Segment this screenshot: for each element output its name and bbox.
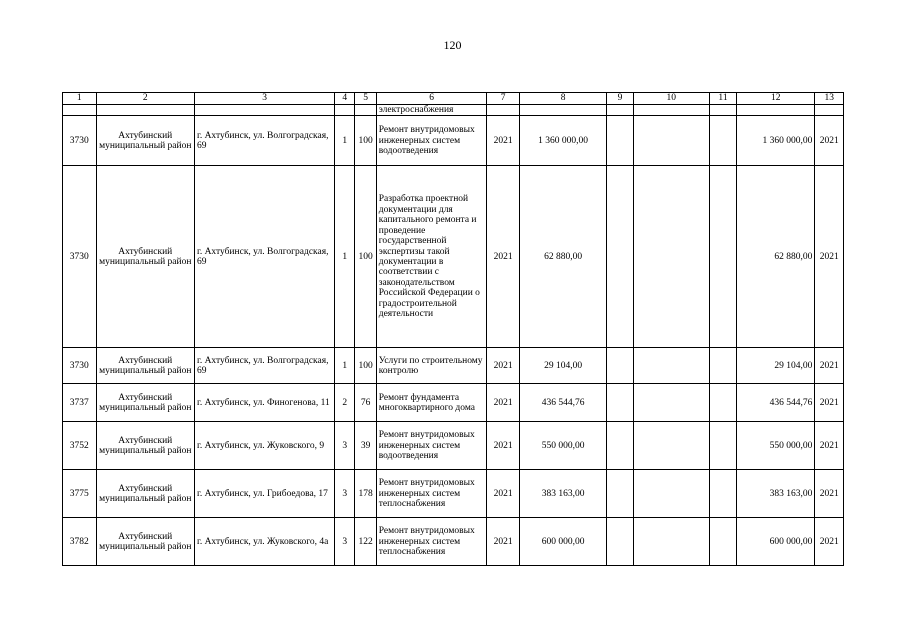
column-header: 13 bbox=[815, 93, 844, 105]
column-header: 9 bbox=[607, 93, 633, 105]
column-header: 11 bbox=[709, 93, 736, 105]
col12-cost-cell: 62 880,00 bbox=[737, 166, 815, 348]
address-cell: г. Ахтубинск, ул. Волгоградская, 69 bbox=[195, 166, 335, 348]
row-id-cell: 3730 bbox=[63, 348, 97, 384]
col12-cost-cell: 550 000,00 bbox=[737, 422, 815, 470]
col13-year-cell: 2021 bbox=[815, 470, 844, 518]
cell bbox=[709, 105, 736, 116]
column-number-row bbox=[63, 93, 844, 105]
col13-year-cell: 2021 bbox=[815, 348, 844, 384]
cell bbox=[195, 105, 335, 116]
col5-cell: 39 bbox=[355, 422, 376, 470]
work-type-cell: Разработка проектной документации для капитального ремонта и проведение государственной экспертизы такой документации в соответствии с законодательством Российской Федерации о градостроительной деятельности bbox=[376, 166, 487, 348]
col4-cell: 1 bbox=[335, 166, 355, 348]
year-cell: 2021 bbox=[487, 348, 519, 384]
col10-cell bbox=[633, 518, 709, 566]
address-cell: г. Ахтубинск, ул. Грибоедова, 17 bbox=[195, 470, 335, 518]
column-header: 12 bbox=[737, 93, 815, 105]
total-cost-cell: 436 544,76 bbox=[519, 384, 606, 422]
col11-cell bbox=[709, 518, 736, 566]
table-row bbox=[63, 470, 844, 518]
cell bbox=[519, 105, 606, 116]
col4-cell: 1 bbox=[335, 116, 355, 166]
cell bbox=[63, 105, 97, 116]
col5-cell: 100 bbox=[355, 166, 376, 348]
col5-cell: 178 bbox=[355, 470, 376, 518]
year-cell: 2021 bbox=[487, 470, 519, 518]
col5-cell: 122 bbox=[355, 518, 376, 566]
col12-cost-cell: 600 000,00 bbox=[737, 518, 815, 566]
col11-cell bbox=[709, 116, 736, 166]
col9-cell bbox=[607, 422, 633, 470]
col11-cell bbox=[709, 166, 736, 348]
address-cell: г. Ахтубинск, ул. Волгоградская, 69 bbox=[195, 116, 335, 166]
column-header: 4 bbox=[335, 93, 355, 105]
col12-cost-cell: 383 163,00 bbox=[737, 470, 815, 518]
total-cost-cell: 62 880,00 bbox=[519, 166, 606, 348]
row-id-cell: 3730 bbox=[63, 116, 97, 166]
address-cell: г. Ахтубинск, ул. Волгоградская, 69 bbox=[195, 348, 335, 384]
cell bbox=[487, 105, 519, 116]
work-type-cell: Ремонт внутридомовых инженерных систем водоотведения bbox=[376, 422, 487, 470]
col4-cell: 3 bbox=[335, 422, 355, 470]
district-cell: Ахтубинский муниципальный район bbox=[96, 166, 195, 348]
district-cell: Ахтубинский муниципальный район bbox=[96, 116, 195, 166]
col4-cell: 1 bbox=[335, 348, 355, 384]
col13-year-cell: 2021 bbox=[815, 384, 844, 422]
col13-year-cell: 2021 bbox=[815, 116, 844, 166]
address-cell: г. Ахтубинск, ул. Жуковского, 4а bbox=[195, 518, 335, 566]
col10-cell bbox=[633, 116, 709, 166]
cell bbox=[633, 105, 709, 116]
col13-year-cell: 2021 bbox=[815, 166, 844, 348]
col9-cell bbox=[607, 518, 633, 566]
col9-cell bbox=[607, 116, 633, 166]
table-row bbox=[63, 384, 844, 422]
column-header: 10 bbox=[633, 93, 709, 105]
total-cost-cell: 550 000,00 bbox=[519, 422, 606, 470]
column-header: 8 bbox=[519, 93, 606, 105]
table-row bbox=[63, 166, 844, 348]
cell bbox=[737, 105, 815, 116]
column-header: 7 bbox=[487, 93, 519, 105]
total-cost-cell: 1 360 000,00 bbox=[519, 116, 606, 166]
work-type-cell: Ремонт внутридомовых инженерных систем теплоснабжения bbox=[376, 470, 487, 518]
cell bbox=[355, 105, 376, 116]
cell bbox=[607, 105, 633, 116]
col10-cell bbox=[633, 470, 709, 518]
page-number: 120 bbox=[443, 38, 462, 52]
repair-register-table bbox=[62, 92, 844, 566]
row-id-cell: 3730 bbox=[63, 166, 97, 348]
district-cell: Ахтубинский муниципальный район bbox=[96, 422, 195, 470]
year-cell: 2021 bbox=[487, 166, 519, 348]
work-type-cell: Ремонт внутридомовых инженерных систем водоотведения bbox=[376, 116, 487, 166]
address-cell: г. Ахтубинск, ул. Финогенова, 11 bbox=[195, 384, 335, 422]
total-cost-cell: 600 000,00 bbox=[519, 518, 606, 566]
row-id-cell: 3782 bbox=[63, 518, 97, 566]
col9-cell bbox=[607, 384, 633, 422]
col9-cell bbox=[607, 470, 633, 518]
col4-cell: 3 bbox=[335, 518, 355, 566]
district-cell: Ахтубинский муниципальный район bbox=[96, 518, 195, 566]
work-type-cell: Ремонт внутридомовых инженерных систем теплоснабжения bbox=[376, 518, 487, 566]
work-type-cell: Ремонт фундамента многоквартирного дома bbox=[376, 384, 487, 422]
col11-cell bbox=[709, 384, 736, 422]
address-cell: г. Ахтубинск, ул. Жуковского, 9 bbox=[195, 422, 335, 470]
col12-cost-cell: 29 104,00 bbox=[737, 348, 815, 384]
col12-cost-cell: 436 544,76 bbox=[737, 384, 815, 422]
col4-cell: 3 bbox=[335, 470, 355, 518]
col13-year-cell: 2021 bbox=[815, 422, 844, 470]
col12-cost-cell: 1 360 000,00 bbox=[737, 116, 815, 166]
table-row bbox=[63, 518, 844, 566]
year-cell: 2021 bbox=[487, 518, 519, 566]
column-header: 2 bbox=[96, 93, 195, 105]
district-cell: Ахтубинский муниципальный район bbox=[96, 348, 195, 384]
col11-cell bbox=[709, 348, 736, 384]
row-id-cell: 3775 bbox=[63, 470, 97, 518]
cell bbox=[815, 105, 844, 116]
column-header: 3 bbox=[195, 93, 335, 105]
column-header: 6 bbox=[376, 93, 487, 105]
col10-cell bbox=[633, 166, 709, 348]
year-cell: 2021 bbox=[487, 422, 519, 470]
col5-cell: 100 bbox=[355, 348, 376, 384]
col4-cell: 2 bbox=[335, 384, 355, 422]
row-id-cell: 3752 bbox=[63, 422, 97, 470]
col11-cell bbox=[709, 470, 736, 518]
work-type-cell: Услуги по строительному контролю bbox=[376, 348, 487, 384]
year-cell: 2021 bbox=[487, 384, 519, 422]
cell bbox=[335, 105, 355, 116]
total-cost-cell: 29 104,00 bbox=[519, 348, 606, 384]
col5-cell: 100 bbox=[355, 116, 376, 166]
col9-cell bbox=[607, 348, 633, 384]
col10-cell bbox=[633, 384, 709, 422]
cell bbox=[96, 105, 195, 116]
year-cell: 2021 bbox=[487, 116, 519, 166]
table-row bbox=[63, 348, 844, 384]
table-row bbox=[63, 422, 844, 470]
col10-cell bbox=[633, 422, 709, 470]
column-header: 1 bbox=[63, 93, 97, 105]
work-type-cell: электроснабжения bbox=[376, 105, 487, 116]
col13-year-cell: 2021 bbox=[815, 518, 844, 566]
continuation-row bbox=[63, 105, 844, 116]
district-cell: Ахтубинский муниципальный район bbox=[96, 470, 195, 518]
district-cell: Ахтубинский муниципальный район bbox=[96, 384, 195, 422]
col5-cell: 76 bbox=[355, 384, 376, 422]
column-header: 5 bbox=[355, 93, 376, 105]
row-id-cell: 3737 bbox=[63, 384, 97, 422]
table-row bbox=[63, 116, 844, 166]
col10-cell bbox=[633, 348, 709, 384]
col9-cell bbox=[607, 166, 633, 348]
col11-cell bbox=[709, 422, 736, 470]
total-cost-cell: 383 163,00 bbox=[519, 470, 606, 518]
